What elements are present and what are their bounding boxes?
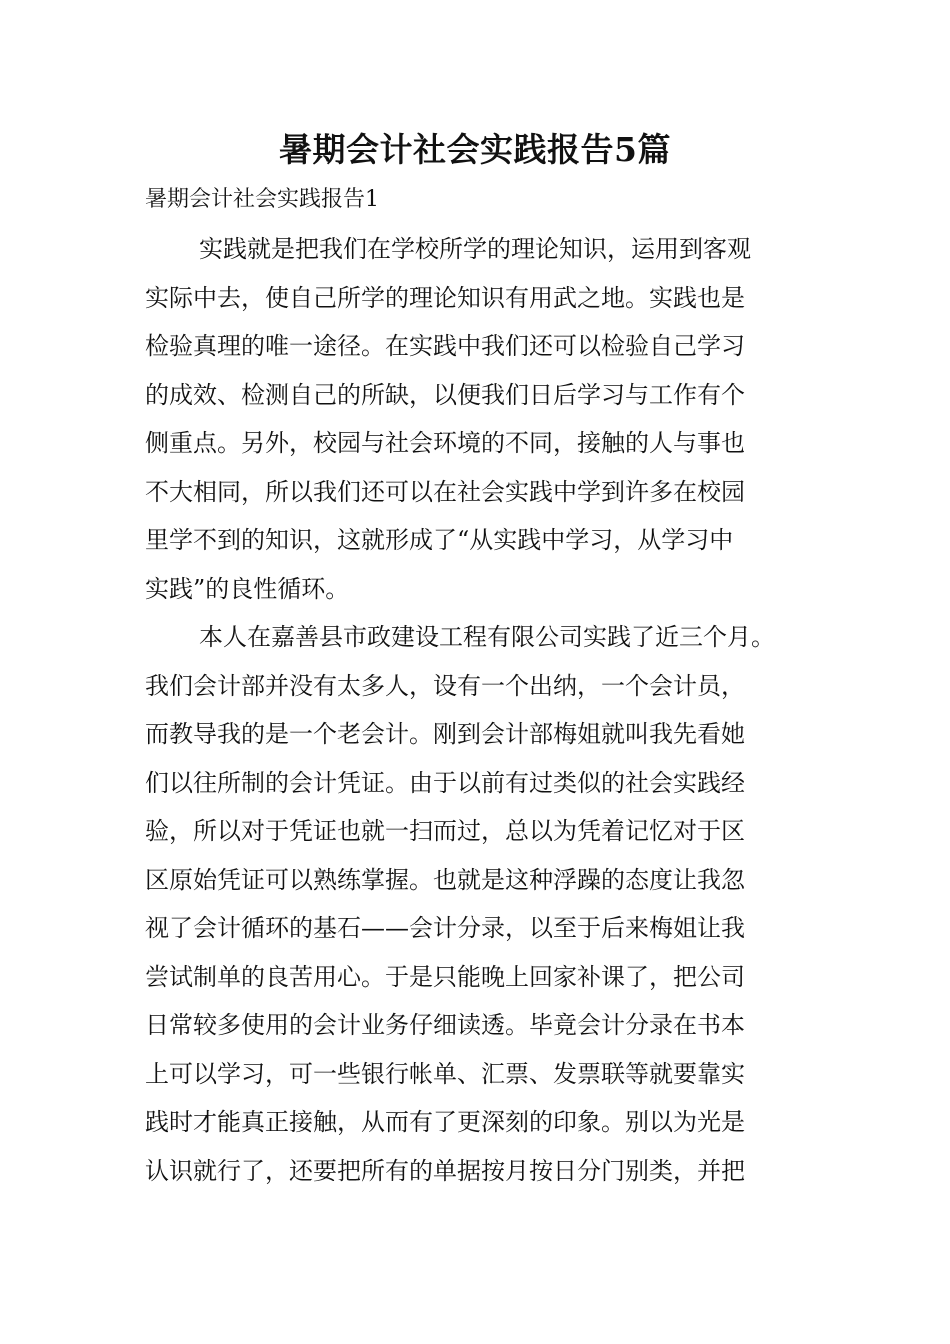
document-body [145,228,810,1198]
paragraph-line: 侧重点。另外，校园与社会环境的不同，接触的人与事也 [145,429,745,457]
paragraph-line: 尝试制单的良苦用心。于是只能晚上回家补课了，把公司 [145,962,745,991]
paragraph-line: 区原始凭证可以熟练掌握。也就是这种浮躁的态度让我忽 [145,865,745,894]
paragraph-line: 不大相同，所以我们还可以在社会实践中学到许多在校园 [145,477,745,506]
paragraph-line: 实践就是把我们在学校所学的理论知识，运用到客观 [199,235,751,263]
paragraph-line: 们以往所制的会计凭证。由于以前有过类似的社会实践经 [145,768,745,797]
paragraph-line: 里学不到的知识，这就形成了“从实践中学习，从学习中 [145,526,734,554]
paragraph-line: 实践”的良性循环。 [145,574,350,603]
paragraph-line: 检验真理的唯一途径。在实践中我们还可以检验自己学习 [145,332,745,360]
paragraph-line: 验，所以对于凭证也就一扫而过，总以为凭着记忆对于区 [145,817,745,845]
paragraph-line: 我们会计部并没有太多人，设有一个出纳，一个会计员， [145,671,745,700]
paragraph-line: 践时才能真正接触，从而有了更深刻的印象。别以为光是 [145,1108,745,1136]
section-heading: 暑期会计社会实践报告1 [145,187,379,212]
paragraph-line: 上可以学习，可一些银行帐单、汇票、发票联等就要靠实 [145,1059,745,1088]
paragraph-line: 视了会计循环的基石——会计分录，以至于后来梅姐让我 [145,914,745,942]
paragraph-line: 日常较多使用的会计业务仔细读透。毕竟会计分录在书本 [145,1011,745,1039]
paragraph-line: 而教导我的是一个老会计。刚到会计部梅姐就叫我先看她 [145,720,745,748]
paragraph-line: 本人在嘉善县市政建设工程有限公司实践了近三个月。 [199,623,775,651]
document-title: 暑期会计社会实践报告5篇 [279,130,671,169]
paragraph [145,228,810,616]
paragraph-line: 实际中去，使自己所学的理论知识有用武之地。实践也是 [145,283,745,312]
paragraph [145,616,810,1198]
paragraph-line: 的成效、检测自己的所缺，以便我们日后学习与工作有个 [145,380,745,409]
paragraph-line: 认识就行了，还要把所有的单据按月按日分门别类，并把 [145,1156,745,1185]
